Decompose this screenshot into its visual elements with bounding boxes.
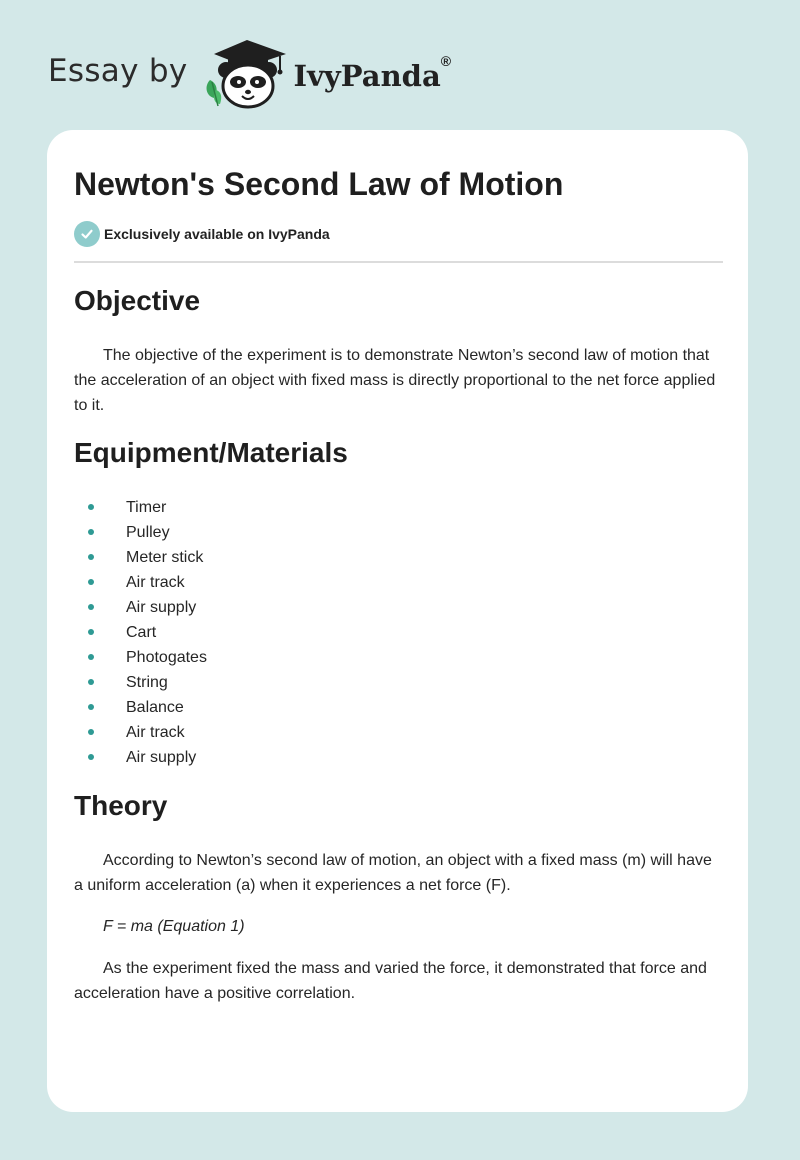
list-item: Photogates <box>74 645 207 670</box>
list-item: Air track <box>74 570 207 595</box>
bullet-icon <box>88 579 94 585</box>
theory-heading: Theory <box>74 790 168 821</box>
bullet-icon <box>88 604 94 610</box>
page-title: Newton's Second Law of Motion <box>74 166 564 202</box>
bullet-icon <box>88 679 94 685</box>
list-item: Balance <box>74 695 207 720</box>
checkmark-icon <box>74 221 100 247</box>
list-item: Cart <box>74 620 207 645</box>
registered-mark: ® <box>440 53 452 69</box>
theory-paragraph: According to Newton’s second law of motion, an object with a fixed mass (m) will have a uniform acceleration (a) when it experiences a net force (F). <box>74 852 712 894</box>
equipment-list <box>74 495 207 770</box>
list-item: Timer <box>74 495 207 520</box>
theory-conclusion-paragraph: As the experiment fixed the mass and varied the force, it demonstrated that force and acceleration have a positive correlation. <box>74 960 707 1002</box>
brand-header <box>48 36 451 110</box>
brand-prefix: Essay by <box>48 53 188 89</box>
title-divider <box>74 261 723 263</box>
bullet-icon <box>88 729 94 735</box>
objective-paragraph: The objective of the experiment is to demonstrate Newton’s second law of motion that the acceleration of an object with fixed mass is directly proportional to the net force applied to it. <box>74 347 716 414</box>
bullet-icon <box>88 529 94 535</box>
list-item: String <box>74 670 207 695</box>
exclusive-badge-label: Exclusively available on IvyPanda <box>104 226 330 242</box>
objective-heading: Objective <box>74 285 201 316</box>
exclusive-badge <box>74 221 330 247</box>
list-item: Pulley <box>74 520 207 545</box>
bullet-icon <box>88 704 94 710</box>
list-item: Meter stick <box>74 545 207 570</box>
equipment-heading: Equipment/Materials <box>74 437 348 468</box>
list-item: Air track <box>74 720 207 745</box>
equation: F = ma (Equation 1) <box>103 918 245 935</box>
bullet-icon <box>88 554 94 560</box>
list-item: Air supply <box>74 595 207 620</box>
panda-logo-icon[interactable] <box>202 36 292 110</box>
bullet-icon <box>88 504 94 510</box>
list-item: Air supply <box>74 745 207 770</box>
essay-card <box>47 130 748 1112</box>
brand-name: IvyPanda® <box>293 53 452 93</box>
bullet-icon <box>88 654 94 660</box>
bullet-icon <box>88 629 94 635</box>
bullet-icon <box>88 754 94 760</box>
